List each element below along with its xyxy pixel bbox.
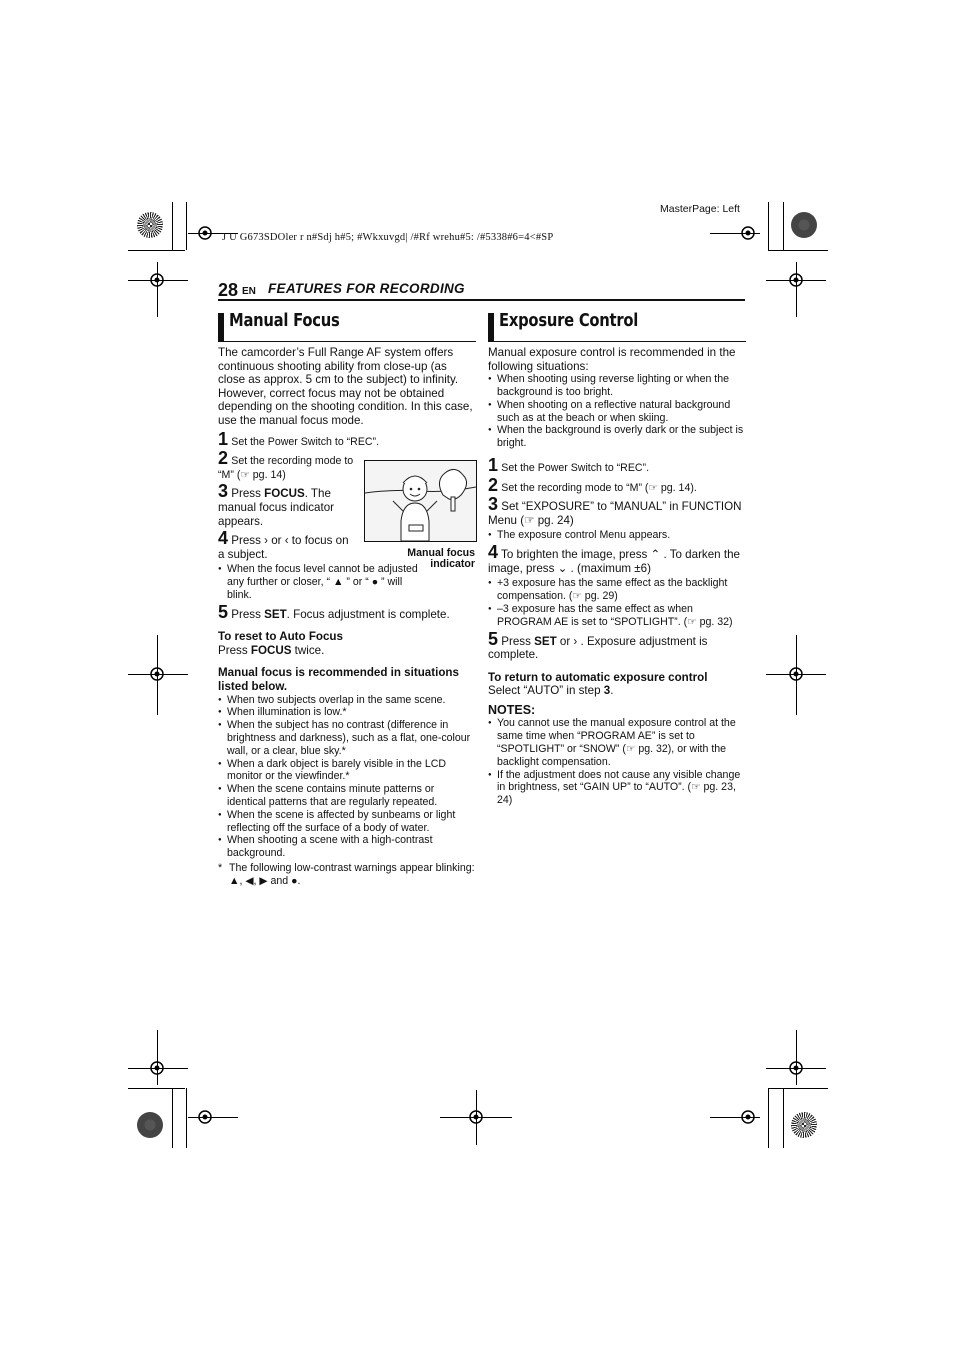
step-number: 5 xyxy=(488,628,499,649)
mf-step-4 xyxy=(218,528,358,561)
step-text: Set the recording mode to “M” (☞ pg. 14). xyxy=(501,481,697,494)
list-item: ● You cannot use the manual exposure control at the same time when “PROGRAM AE” is set to “SPOTLIGHT” or “SNOW” (☞ pg. 32), or with the backlight compensation. xyxy=(488,717,746,768)
exposure-situations xyxy=(488,373,746,450)
step-text: . Focus adjustment is complete. xyxy=(286,607,450,621)
footnote-text: The following low-contrast warnings appear blinking: ▲, ◀, ▶ and ●. xyxy=(229,862,475,887)
registration-mark-icon xyxy=(194,1106,216,1128)
mf-step-3 xyxy=(218,481,358,528)
exposure-control-heading xyxy=(488,310,746,342)
step-text: . The manual focus indicator appears. xyxy=(218,487,334,528)
return-text-after: . xyxy=(610,684,614,698)
ec-step-5 xyxy=(488,628,746,662)
step-text: Press xyxy=(231,607,265,621)
ec-step3-notes xyxy=(488,529,746,542)
recommended-list xyxy=(218,694,476,860)
ec-step-4 xyxy=(488,542,746,575)
step-text: Press xyxy=(501,634,535,648)
page-number: 28 xyxy=(218,280,239,300)
step-text: Press › or ‹ to focus on a subject. xyxy=(218,534,349,561)
list-item: ● When the subject has no contrast (difference in brightness and darkness), such as a flat, one-colour wall, or a clear, blue sky.* xyxy=(218,719,476,757)
heading-bar xyxy=(218,313,224,341)
heading-bar xyxy=(488,313,494,341)
list-item: ● If the adjustment does not cause any visible change in brightness, set “GAIN UP” to “AUTO”. (☞ pg. 23, 24) xyxy=(488,769,746,807)
manual-focus-section xyxy=(218,310,476,887)
person-with-tree-illustration xyxy=(365,461,476,541)
manual-focus-intro: The camcorder’s Full Range AF system offers continuous shooting ability from close-up (as close as approx. 5 cm to the subject) to infinity. However, correct focus may not be obtained depending on the shooting condition. In this case, use the manual focus mode. xyxy=(218,346,473,427)
list-item: ● When the scene contains minute patterns or identical patterns that are regularly repeated. xyxy=(218,783,476,809)
mf-step-2 xyxy=(218,448,358,481)
focus-button-label: FOCUS xyxy=(264,487,305,501)
manual-focus-heading xyxy=(218,310,476,342)
color-rosette-icon xyxy=(137,212,163,238)
footnote-marker: * xyxy=(218,862,223,875)
step-number: 4 xyxy=(488,542,499,563)
page-header xyxy=(218,281,745,301)
step-number: 2 xyxy=(218,448,229,469)
section-title: FEATURES FOR RECORDING xyxy=(268,281,465,296)
registration-mark-icon xyxy=(194,222,216,244)
step-text: Set the recording mode to “M” (☞ pg. 14) xyxy=(218,455,354,481)
color-rosette-icon xyxy=(791,1112,817,1138)
color-rosette-icon xyxy=(791,212,817,238)
registration-mark-icon xyxy=(146,663,168,685)
notes-list xyxy=(488,717,746,807)
list-item: ● When the scene is affected by sunbeams or light reflecting off the surface of a body of water. xyxy=(218,809,476,835)
set-button-label: SET xyxy=(264,607,287,621)
manual-focus-title: Manual Focus xyxy=(229,310,340,331)
list-item: ● When two subjects overlap in the same scene. xyxy=(218,694,476,707)
reset-text-before: Press xyxy=(218,643,251,657)
reset-text-after: twice. xyxy=(291,643,325,657)
list-item: ● When shooting on a reflective natural background such as at the beach or when skiing. xyxy=(488,399,746,425)
step-text: Set the Power Switch to “REC”. xyxy=(501,461,650,474)
step-number: 2 xyxy=(488,474,499,495)
step-text: or › . Exposure adjustment is complete. xyxy=(488,634,708,662)
list-item: ● The exposure control Menu appears. xyxy=(488,529,746,542)
step-number: 5 xyxy=(218,601,229,622)
language-code: EN xyxy=(242,286,256,297)
registration-mark-icon xyxy=(737,1106,759,1128)
step-number: 3 xyxy=(488,494,499,515)
ec-step-3 xyxy=(488,494,746,527)
exposure-control-title: Exposure Control xyxy=(499,310,639,331)
reset-heading: To reset to Auto Focus xyxy=(218,630,343,644)
registration-mark-icon xyxy=(465,1106,487,1128)
recommended-heading: Manual focus is recommended in situations listed below. xyxy=(218,666,459,694)
return-text xyxy=(488,684,746,698)
list-item: ● When shooting using reverse lighting or when the background is too bright. xyxy=(488,373,746,399)
print-slug: J U G673SDOler r n#Sdj h#5; #Wkxuvgd| /#Rf wrehu#5: /#5338#6=4<#SP xyxy=(222,232,554,243)
masterpage-label: MasterPage: Left xyxy=(660,203,740,215)
step-number: 1 xyxy=(218,428,229,449)
notes-heading: NOTES: xyxy=(488,702,536,717)
color-rosette-icon xyxy=(137,1112,163,1138)
ec-step-2 xyxy=(488,474,746,495)
list-item: ● When shooting a scene with a high-contrast background. xyxy=(218,834,476,860)
return-heading: To return to automatic exposure control xyxy=(488,670,708,684)
illustration-caption: Manual focus indicator xyxy=(407,547,475,570)
registration-mark-icon xyxy=(785,269,807,291)
focus-button-label: FOCUS xyxy=(250,643,292,657)
registration-mark-icon xyxy=(785,663,807,685)
list-item: ● When the background is overly dark or the subject is bright. xyxy=(488,424,746,450)
mf-step-5 xyxy=(218,601,476,622)
return-text-before: Select “AUTO” in step xyxy=(488,684,604,698)
registration-mark-icon xyxy=(737,222,759,244)
exposure-control-section xyxy=(488,310,746,807)
manual-focus-illustration xyxy=(364,460,477,542)
list-item: ● +3 exposure has the same effect as the backlight compensation. (☞ pg. 29) xyxy=(488,577,746,603)
step-text: Press xyxy=(231,487,265,501)
registration-mark-icon xyxy=(785,1057,807,1079)
exposure-intro: Manual exposure control is recommended in the following situations: xyxy=(488,346,736,373)
footnote xyxy=(218,862,476,887)
step-text: Set “EXPOSURE” to “MANUAL” in FUNCTION Menu (☞ pg. 24) xyxy=(488,500,742,527)
step-number: 4 xyxy=(218,528,229,549)
list-item: ● When illumination is low.* xyxy=(218,706,476,719)
step-text: Set the Power Switch to “REC”. xyxy=(231,435,380,448)
mf-step-1 xyxy=(218,428,476,449)
registration-mark-icon xyxy=(146,1057,168,1079)
ec-step-1 xyxy=(488,454,746,475)
reset-text xyxy=(218,644,476,658)
step-text: To brighten the image, press ⌃ . To darken the image, press ⌄ . (maximum ±6) xyxy=(488,548,740,575)
ec-step4-notes xyxy=(488,577,746,628)
step-number: 3 xyxy=(218,481,229,502)
step-number: 1 xyxy=(488,454,499,475)
list-item: ● When the focus level cannot be adjusted any further or closer, “ ▲ ” or “ ● ” will blink. xyxy=(218,563,428,601)
list-item: ● When a dark object is barely visible in the LCD monitor or the viewfinder.* xyxy=(218,758,476,784)
registration-mark-icon xyxy=(146,269,168,291)
set-button-label: SET xyxy=(534,634,557,648)
list-item: ● –3 exposure has the same effect as when PROGRAM AE is set to “SPOTLIGHT”. (☞ pg. 32) xyxy=(488,603,746,629)
step-reference: 3 xyxy=(603,684,611,698)
